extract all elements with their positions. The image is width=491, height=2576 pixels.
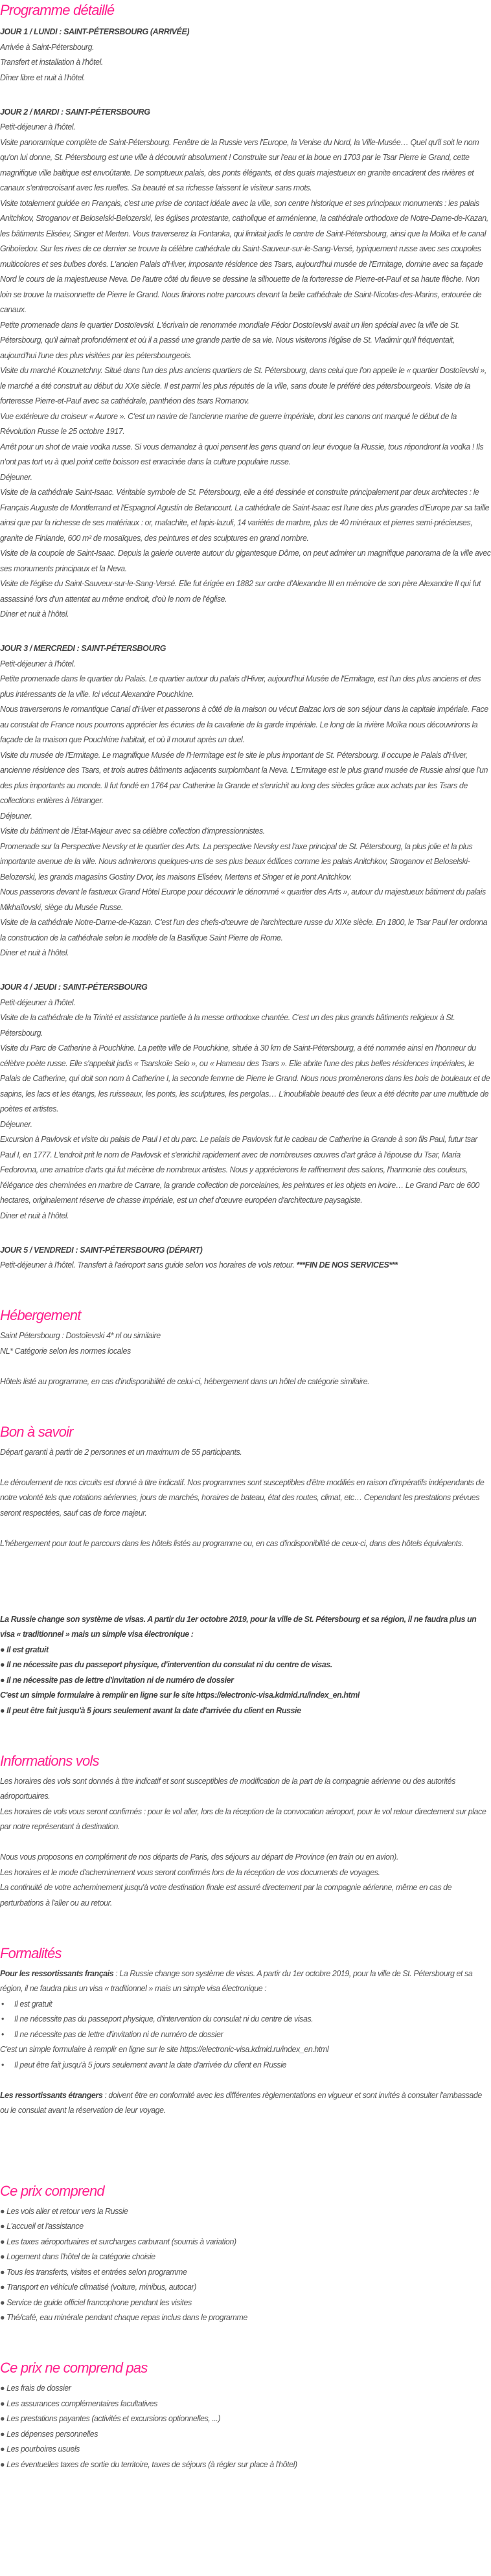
text-line: • Il est gratuit — [0, 1997, 491, 2012]
day-line — [0, 470, 491, 486]
end-of-services-note: ***FIN DE NOS SERVICES*** — [296, 1260, 398, 1270]
spacer — [0, 1551, 491, 1597]
text-line: ● Il ne nécessite pas du passeport physique, d'intervention du consulat ni du centre de visas. — [0, 1660, 332, 1669]
text-line: • Il peut être fait jusqu'à 5 jours seulement avant la date d'arrivée du client en Russie — [0, 2058, 491, 2073]
day-line — [0, 809, 491, 825]
day-line-text: Promenade sur la Perspective Nevsky et le quartier des Arts. La perspective Nevsky est l'axe principal de St. Pétersbourg, la plus jolie et la plus importante avenue de la ville. Nous admirerons quelques-uns de ses plus beaux édifices comme les palais Anitchkov, Stroganov et Beloselski-Belozerski, les grands magasins Gostiny Dvor, les maisons Eliséev, Mertens et Singer et le pont Anitchkov. — [0, 841, 473, 882]
day-line-text: Arrêt pour un shot de vraie vodka russe. Si vous demandez à quoi pensent les gens quand on leur évoque la Russie, tous répondront la vodka ! Ils n'ont pas tort vu à quel point cette boisson est enracinée dans la culture populaire russe. — [0, 442, 484, 466]
text-line: ● Thé/café, eau minérale pendant chaque repas inclus dans le programme — [0, 2313, 247, 2322]
text-line: • Il ne nécessite pas du passeport physique, d'intervention du consulat ni du centre de visas. — [0, 2012, 491, 2027]
day-line-text: Petit-déjeuner à l'hôtel. — [0, 997, 76, 1007]
foreign-nationals-paragraph — [0, 2088, 491, 2119]
spacer — [0, 1718, 491, 1734]
spacer — [0, 1835, 491, 1851]
day-line — [0, 946, 491, 961]
foreign-nationals-text: : doivent être en conformité avec les différentes règlementations en vigueur et sont invités à consulter l'ambassade ou le consulat avant la réservation de leur voyage. — [0, 2090, 482, 2115]
text-line: ● Les taxes aéroportuaires et surcharges carburant (soumis à variation) — [0, 2237, 236, 2246]
day-line — [0, 196, 491, 318]
text-line: ● Les prestations payantes (activités et excursions optionnelles, ...) — [0, 2414, 221, 2423]
day-line-text: Visite de l'église du Saint-Sauveur-sur-le-Sang-Versé. Elle fut érigée en 1882 sur ordre d'Alexandre III en mémoire de son père Alexandre II qui fut assassiné lors d'un attentat au même endroit, d'où le nom de l'église. — [0, 579, 481, 604]
text-line: NL* Catégorie selon les normes locales — [0, 1346, 131, 1356]
text-line: ● Les frais de dossier — [0, 2384, 71, 2393]
day-line — [0, 1132, 491, 1209]
spacer — [0, 1521, 491, 1536]
day-line — [0, 363, 491, 409]
text-line: ● L'accueil et l'assistance — [0, 2222, 84, 2231]
text-line: Les horaires et le mode d'acheminement vous seront confirmés lors de la réception de vos documents de voyages. — [0, 1867, 380, 1877]
spacer — [0, 2073, 491, 2088]
day-line-text: Déjeuner. — [0, 1119, 32, 1129]
spacer — [0, 1597, 491, 1612]
text-line: ● Transport en véhicule climatisé (voiture, minibus, autocar) — [0, 2283, 196, 2292]
spacer — [0, 1273, 491, 1289]
text-line: La Russie change son système de visas. A partir du 1er octobre 2019, pour la ville de St. Pétersbourg et sa région, il ne faudra plus un visa « traditionnel » mais un simple visa électronique : — [0, 1614, 477, 1639]
spacer — [0, 2326, 491, 2342]
day-line-text: Visite du Parc de Catherine à Pouchkine. La petite ville de Pouchkine, située à 30 km de Saint-Pétersbourg, a été nommée ainsi en l'honneur du célèbre poète russe. Elle s'appelait jadis « Tsarskoïe Selo », ou « Hameau des Tsars ». Elle abrite l'une des plus belles résidences impériales, le Palais de Catherine, qui doit son nom à Catherine I, la seconde femme de Pierre le Grand. Nous nous promènerons dans les bois de bouleaux et de sapins, les lacs et les étangs, les ruisseaux, les ponts, les sculptures, les pergolas… L'inoubliable beauté des lieux a été décrite par une multitude de poètes et artistes. — [0, 1043, 490, 1113]
spacer — [0, 1359, 491, 1374]
day-line — [0, 576, 491, 607]
text-line: ● Service de guide officiel francophone pendant les visites — [0, 2297, 192, 2307]
day-line-text: Nous traverserons le romantique Canal d'Hiver et passerons à côté de la maison ou vécut Balzac lors de son séjour dans la capitale impériale. Face au consulat de France nous pourrons apprécier les écuries de la cavalerie de la garde impériale. Le long de la rivière Moïka nous découvrirons la façade de la maison que Pouchkine habitait, et où il mourut après un duel. — [0, 705, 488, 744]
text-line: Les horaires des vols sont donnés à titre indicatif et sont susceptibles de modification de la part de la compagnie aérienne ou des autorités aéroportuaires. — [0, 1776, 455, 1801]
day-line-text: Diner et nuit à l'hôtel. — [0, 610, 69, 619]
day-line — [0, 546, 491, 576]
text-line: Saint Pétersbourg : Dostoïevski 4* nl ou similaire — [0, 1331, 161, 1340]
day-line-text: Arrivée à Saint-Pétersbourg. — [0, 42, 95, 52]
text-line: ● Les pourboires usuels — [0, 2445, 80, 2454]
day-heading: JOUR 4 / JEUDI : SAINT-PÉTERSBOURG — [0, 983, 148, 992]
text-line: Départ garanti à partir de 2 personnes et un maximum de 55 participants. — [0, 1447, 242, 1457]
text-line: ● Il peut être fait jusqu'à 5 jours seulement avant la date d'arrivée du client en Russie — [0, 1705, 301, 1715]
text-line: Hôtels listé au programme, en cas d'indisponibilité de celui-ci, hébergement dans un hôtel de catégorie similaire. — [0, 1376, 370, 1386]
french-nationals-text: : La Russie change son système de visas. A partir du 1er octobre 2019, pour la ville de St. Pétersbourg et sa région, il ne faudra plus un visa « traditionnel » mais un simple visa électronique : — [0, 1968, 473, 1993]
day-line — [0, 409, 491, 440]
day-line-text: Petit-déjeuner à l'hôtel. — [0, 659, 76, 668]
french-nationals-label: Pour les ressortissants français — [0, 1968, 114, 1978]
text-line: ● Il ne nécessite pas de lettre d'invitation ni de numéro de dossier — [0, 1675, 234, 1685]
day-line-text: Dîner libre et nuit à l'hôtel. — [0, 73, 86, 82]
day-line-text: Visite du bâtiment de l'État-Majeur avec sa célèbre collection d'impressionnistes. — [0, 826, 265, 836]
day-line — [0, 120, 491, 135]
day-line-text: Visite de la cathédrale de la Trinité et assistance partielle à la messe orthodoxe chantée. C'est un des plus grands bâtiments religieux à St. Pétersbourg. — [0, 1013, 455, 1038]
day-line — [0, 672, 491, 702]
day-line — [0, 40, 491, 56]
foreign-nationals-label: Les ressortissants étrangers — [0, 2090, 103, 2100]
text-line: Nous vous proposons en complément de nos départs de Paris, des séjours au départ de Province (en train ou en avion). — [0, 1852, 398, 1862]
day-heading: JOUR 2 / MARDI : SAINT-PÉTERSBOURG — [0, 107, 150, 117]
day-line — [0, 71, 491, 86]
day-line — [0, 1209, 491, 1224]
day-line — [0, 1010, 491, 1041]
text-line: ● Les assurances complémentaires facultatives — [0, 2399, 157, 2408]
spacer — [0, 1460, 491, 1476]
section-title: Programme détaillé — [0, 2, 115, 18]
day-line-text: Déjeuner. — [0, 472, 32, 482]
day-line — [0, 318, 491, 364]
text-line: ● Les vols aller et retour vers la Russie — [0, 2206, 128, 2216]
section-title: Informations vols — [0, 1752, 99, 1769]
text-line: ● Logement dans l'hôtel de la catégorie choisie — [0, 2252, 155, 2261]
day-line — [0, 748, 491, 809]
day-line — [0, 996, 491, 1011]
day-line-text: Visite de la coupole de Saint-Isaac. Depuis la galerie ouverte autour du gigantesque Dôme, on peut admirer un magnifique panorama de la ville avec ses monuments principaux et la Neva. — [0, 549, 491, 573]
day-line-text: Vue extérieure du croiseur « Aurore ». C'est un navire de l'ancienne marine de guerre impériale, dont les canons ont marqué le début de la Révolution Russe le 25 octobre 1917. — [0, 411, 457, 436]
day-line — [0, 1041, 491, 1117]
day-line-text: Transfert et installation à l'hôtel. — [0, 58, 103, 67]
day-line-text: Petite promenade dans le quartier du Palais. Le quartier autour du palais d'Hiver, aujourd'hui Musée de l'Ermitage, est l'un des plus anciens et des plus intéressants de la ville. Ici vécut Alexandre Pouchkine. — [0, 674, 481, 699]
day-line-text: Petit-déjeuner à l'hôtel. — [0, 122, 76, 131]
text-line: ● Les éventuelles taxes de sortie du territoire, taxes de séjours (à régler sur place à l'hôtel) — [0, 2459, 297, 2469]
day-line — [0, 915, 491, 946]
day-line — [0, 824, 491, 839]
spacer — [0, 1224, 491, 1239]
day-line — [0, 885, 491, 915]
text-line: ● Il est gratuit — [0, 1645, 49, 1654]
section-title: Hébergement — [0, 1307, 81, 1323]
day-heading: JOUR 1 / LUNDI : SAINT-PÉTERSBOURG (ARRIVÉE) — [0, 27, 190, 36]
section-title: Formalités — [0, 1944, 62, 1961]
section-title: Ce prix ne comprend pas — [0, 2360, 148, 2376]
day-line-text: Nous passerons devant le fastueux Grand Hôtel Europe pour découvrir le dénommé « quartier des Arts », autour du majestueux bâtiment du palais Mikhaïlovski, siège du Musée Russe. — [0, 887, 486, 912]
day-line — [0, 135, 491, 196]
text-line: Le déroulement de nos circuits est donné à titre indicatif. Nos programmes sont susceptibles d'être modifiés en raison d'impératifs indépendants de notre volonté tels que rotations aériennes, jours de marchés, horaires de bateau, état des routes, climat, etc… Cependant les prestations prévues seront respectées, sauf cas de force majeur. — [0, 1477, 485, 1518]
day-line-text: Excursion à Pavlovsk et visite du palais de Paul I et du parc. Le palais de Pavlovsk fut le cadeau de Catherine la Grande à son fils Paul, futur tsar Paul I, en 1777. L'endroit prit le nom de Pavlovsk et s'enrichit rapidement avec de nombreuses œuvres d'art grâce à l'épouse du Tsar, Maria Fedorovna, une amatrice d'arts qui fut mécène de nombreux artistes. Nous y apprécierons le raffinement des salons, l'harmonie des couleurs, l'élégance des cheminées en marbre de Carrare, la grande collection de porcelaines, les peintures et les objets en ivoire… Le Grand Parc de 600 hectares, originalement réserve de chasse impériale, est un chef d'œuvre européen d'architecture paysagiste. — [0, 1135, 479, 1205]
spacer — [0, 85, 491, 101]
day-line — [0, 485, 491, 546]
day-line-text: Visite du marché Kouznetchny. Situé dans l'un des plus anciens quartiers de St. Pétersbourg, dans celui que l'on appelle le « quartier Dostoïevski », le marché a été construit au début du XXe siècle. Il est parmi les plus réputés de la ville, sans doute le préféré des pétersbourgeois. Visite de la forteresse Pierre-et-Paul avec sa cathédrale, panthéon des tsars Romanov. — [0, 366, 486, 405]
text-line: C'est un simple formulaire à remplir en ligne sur le site https://electronic-visa.kdmid.ru/index_en.html — [0, 2045, 329, 2054]
day-line — [0, 440, 491, 470]
day-line-text: Visite de la cathédrale Saint-Isaac. Véritable symbole de St. Pétersbourg, elle a été dessinée et construite principalement par deux architectes : le Français Auguste de Montferrand et l'Espagnol Agustín de Betancourt. La cathédrale de Saint-Isaac est l'une des plus grandes d'Europe par sa taille ainsi que par la richesse de ses matériaux : or, malachite, et lapis-lazuli, 14 variétés de marbre, plus de 40 minéraux et pierres semi-précieuses, granite de Finlande, 600 m² de mosaïques, des peintures et des sculptures en grand nombre. — [0, 488, 490, 543]
spacer — [0, 1389, 491, 1405]
day-line — [0, 702, 491, 748]
text-line: ● Les dépenses personnelles — [0, 2429, 98, 2439]
text-line: C'est un simple formulaire à remplir en ligne sur le site https://electronic-visa.kdmid.ru/index_en.html — [0, 1691, 360, 1700]
day-line — [0, 607, 491, 622]
text-line: ● Tous les transferts, visites et entrées selon programme — [0, 2267, 187, 2277]
day-line-text: Diner et nuit à l'hôtel. — [0, 948, 69, 957]
spacer — [0, 961, 491, 977]
day-line — [0, 1258, 491, 1273]
day-line-text: Déjeuner. — [0, 811, 32, 821]
day-line-text: Visite totalement guidée en Français, c'est une prise de contact idéale avec la ville, son centre historique et ses principaux monuments : les palais Anitchkov, Stroganov et Beloselski-Belozerski, les églises protestante, catholique et arménienne, la cathédrale orthodoxe de Notre-Dame-de-Kazan, les bâtiments Eliséev, Singer et Merten. Vous traverserez la Fontanka, qui limitait jadis le centre de Saint-Pétersbourg, ainsi que la Moïka et le canal Griboïedov. Sur les rives de ce dernier se trouve la célèbre cathédrale du Saint-Sauveur-sur-le-Sang-Versé, typiquement russe avec ses coupoles multicolores et ses bulbes dorés. L'ancien Palais d'Hiver, imposante résidence des Tsars, aujourd'hui musée de l'Ermitage, domine avec sa façade Nord le cours de la majestueuse Neva. De l'autre côté du fleuve se dessine la silhouette de la forteresse de Pierre-et-Paul et sa haute flèche. Non loin se trouve la maisonnette de Pierre le Grand. Nous finirons notre parcours devant la belle cathédrale de Saint-Nicolas-des-Marins, entourée de canaux. — [0, 198, 488, 314]
text-line: • Il ne nécessite pas de lettre d'invitation ni de numéro de dossier — [0, 2027, 491, 2043]
day-line-text: Visite du musée de l'Ermitage. Le magnifique Musée de l'Hermitage est le site le plus important de St. Pétersbourg. Il occupe le Palais d'Hiver, ancienne résidence des Tsars, et trois autres bâtiments adjacents surplombant la Neva. L'Ermitage est le plus grand musée de Russie ainsi que l'un des plus importants au monde. Il fut fondé en 1764 par Catherine la Grande et s'enrichit au long des siècles grâce aux achats par les Tsars de collections entières à l'étranger. — [0, 750, 488, 805]
section-title: Bon à savoir — [0, 1423, 73, 1440]
day-line-text: Diner et nuit à l'hôtel. — [0, 1211, 69, 1220]
spacer — [0, 1911, 491, 1926]
day-line-text: Petit-déjeuner à l'hôtel. Transfert à l'aéroport sans guide selon vos horaires de vols retour. — [0, 1260, 297, 1270]
text-line: Les horaires de vols vous seront confirmés : pour le vol aller, lors de la réception de la convocation aéroport, pour le vol retour directement sur place par notre représentant à destination. — [0, 1807, 486, 1831]
day-line — [0, 839, 491, 885]
spacer — [0, 622, 491, 638]
day-heading: JOUR 3 / MERCREDI : SAINT-PÉTERSBOURG — [0, 644, 166, 653]
text-line: La continuité de votre acheminement jusqu'à votre destination finale est assuré directement par la compagnie aérienne, même en cas de perturbations à l'aller ou au retour. — [0, 1883, 452, 1908]
day-line-text: Petite promenade dans le quartier Dostoïevski. L'écrivain de renommée mondiale Fédor Dostoïevski avait un lien spécial avec la ville de St. Pétersbourg, qu'il aimait profondément et où il a passé une grande partie de sa vie. Nous visiterons l'église de St. Vladimir qu'il fréquentait, aujourd'hui l'une des plus visitées par les pétersbourgeois. — [0, 320, 459, 360]
day-line-text: Visite panoramique complète de Saint-Pétersbourg. Fenêtre de la Russie vers l'Europe, la Venise du Nord, la Ville-Musée… Quel qu'il soit le nom qu'on lui donne, St. Pétersbourg est une ville à découvrir absolument ! Construite sur l'eau et la boue en 1703 par le Tsar Pierre le Grand, cette magnifique ville baltique est envoûtante. De somptueux palais, des ponts élégants, et des quais majestueux en granite encadrent des rivières et canaux s'entrecroisant avec les ruelles. Sa beauté et sa richesse laissent le visiteur sans mots. — [0, 137, 479, 192]
day-line — [0, 55, 491, 71]
french-nationals-paragraph — [0, 1966, 491, 1997]
day-line — [0, 1117, 491, 1133]
day-line — [0, 657, 491, 672]
section-title: Ce prix comprend — [0, 2182, 104, 2199]
text-line: L'hébergement pour tout le parcours dans les hôtels listés au programme ou, en cas d'indisponibilité de ceux-ci, dans des hôtels équivalents. — [0, 1538, 464, 1548]
day-heading: JOUR 5 / VENDREDI : SAINT-PÉTERSBOURG (DÉPART) — [0, 1245, 203, 1255]
spacer — [0, 2119, 491, 2164]
day-line-text: Visite de la cathédrale Notre-Dame-de-Kazan. C'est l'un des chefs-d'œuvre de l'architecture russe du XIXe siècle. En 1800, le Tsar Paul Ier ordonna la construction de la cathédrale selon le modèle de la Basilique Saint Pierre de Rome. — [0, 918, 488, 942]
